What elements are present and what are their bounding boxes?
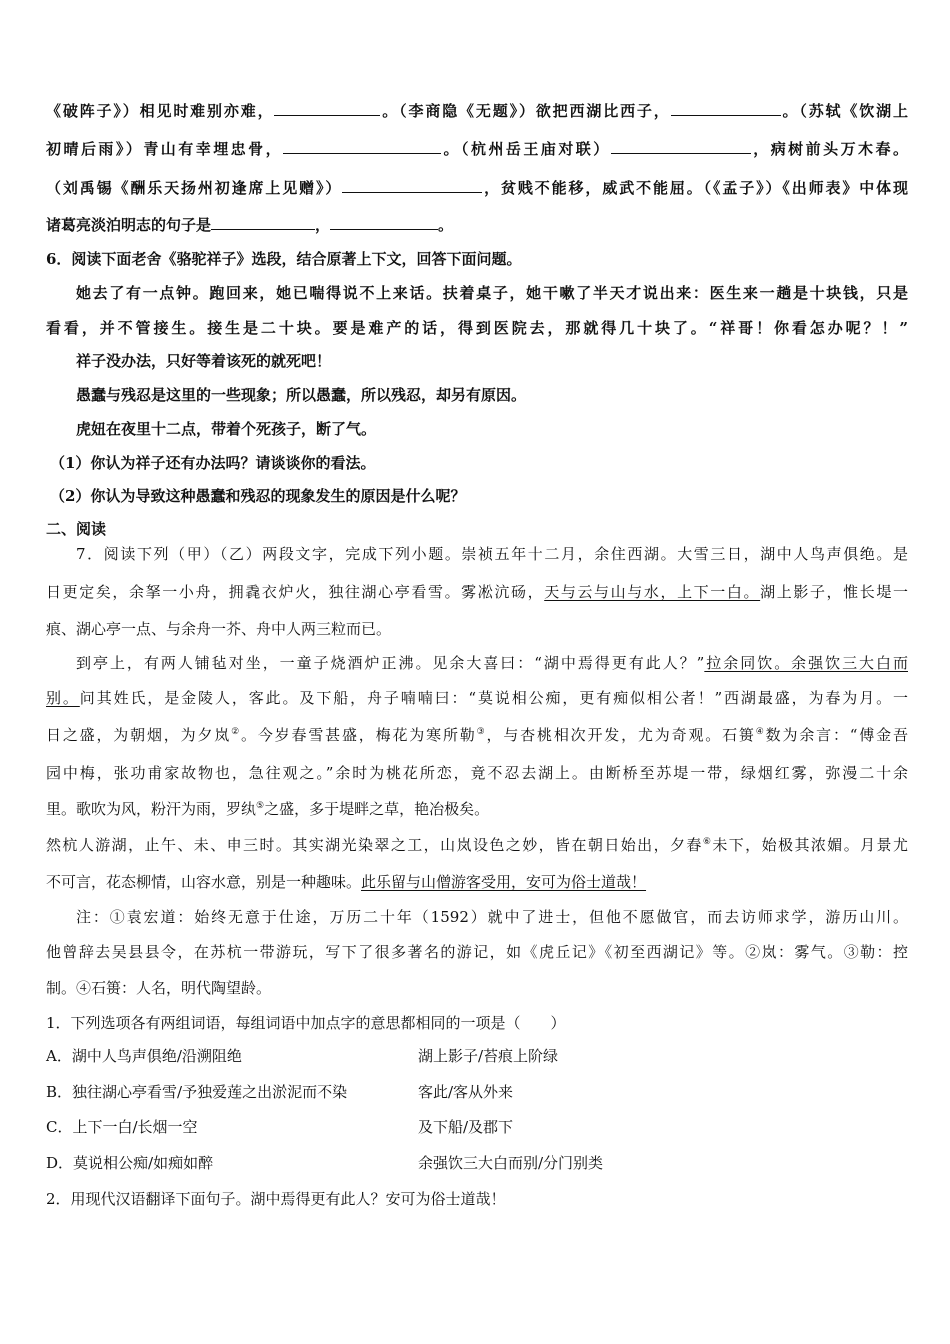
q7-note-line: 他曾辞去吴县县令，在苏杭一带游玩，写下了很多著名的游记，如《虎丘记》《初至西湖记》等。②岚：雾气。③勒：控 xyxy=(46,943,908,961)
q7-passage-line xyxy=(46,872,908,892)
q6-subquestion-2: （2）你认为导致这种愚蠢和残忍的现象发生的原因是什么呢？ xyxy=(50,487,466,505)
q6-passage-line: 看看，并不管接生。接生是二十块。要是难产的话，得到医院去，那就得几十块了。“祥哥！你看怎办呢？！” xyxy=(46,319,908,337)
answer-blank[interactable] xyxy=(211,215,315,230)
q7-passage-line xyxy=(46,799,908,819)
q6-passage-line: 愚蠢与残忍是这里的一些现象；所以愚蠢，所以残忍，却另有原因。 xyxy=(76,386,527,404)
footnote-mark: ⑥ xyxy=(702,837,713,847)
passage-text: 未下，始极其浓媚。月景尤 xyxy=(712,836,908,854)
footnote-mark: ④ xyxy=(755,727,766,737)
poem-line-4 xyxy=(46,215,908,235)
poem-text: 。（李商隐《无题》）欲把西湖比西子， xyxy=(380,102,671,120)
q6-passage-line: 她去了有一点钟。跑回来，她已喘得说不上来话。扶着桌子，她干嗽了半天才说出来：医生来一趟是十块钱，只是 xyxy=(76,284,908,302)
answer-blank[interactable] xyxy=(274,101,380,116)
q7-passage-line: 痕、湖心亭一点、与余舟一芥、舟中人两三粒而已。 xyxy=(46,620,392,638)
q7-subquestion-2: 2．用现代汉语翻译下面句子。湖中焉得更有此人？安可为俗士道哉！ xyxy=(46,1190,506,1208)
passage-text: 不可言，花态柳情，山容水意，别是一种趣味。 xyxy=(46,873,362,891)
q7-note-line: 制。④石篑：人名，明代陶望龄。 xyxy=(46,979,272,997)
passage-text: ，与杏桃相次开发，尤为奇观。石篑 xyxy=(486,726,756,744)
poem-text: ，病树前头万木春。 xyxy=(750,140,908,158)
option-d-left[interactable]: D．莫说相公痴/如痴如醉 xyxy=(46,1154,214,1172)
poem-text: 《破阵子》）相见时难别亦难， xyxy=(46,102,275,120)
underlined-sentence: 天与云与山与水，上下一白。 xyxy=(544,583,761,601)
option-b-right[interactable]: 客此/客从外来 xyxy=(418,1083,514,1101)
option-c-right[interactable]: 及下船/及郡下 xyxy=(418,1118,514,1136)
q6-passage-line: 虎妞在夜里十二点，带着个死孩子，断了气。 xyxy=(76,420,377,438)
poem-line-2 xyxy=(46,139,908,159)
poem-text: 诸葛亮淡泊明志的句子是 xyxy=(46,216,212,234)
q7-passage-line xyxy=(46,688,908,708)
q6-title: 6．阅读下面老舍《骆驼祥子》选段，结合原著上下文，回答下面问题。 xyxy=(46,250,522,268)
option-a-right[interactable]: 湖上影子/苔痕上阶绿 xyxy=(418,1047,559,1065)
poem-line-1 xyxy=(46,101,908,121)
answer-blank[interactable] xyxy=(342,178,482,193)
answer-blank[interactable] xyxy=(283,139,441,154)
footnote-mark: ③ xyxy=(476,727,487,737)
passage-text: 数为余言：“傅金吾 xyxy=(765,726,908,744)
q7-passage-line xyxy=(46,725,908,745)
passage-text: 湖上影子，惟长堤一 xyxy=(760,583,908,601)
poem-text: 。 xyxy=(438,216,454,234)
passage-text: 里。歌吹为风，粉汗为雨，罗纨 xyxy=(46,800,257,818)
answer-blank[interactable] xyxy=(611,139,751,154)
q7-passage-line xyxy=(46,835,908,855)
poem-text: 初晴后雨》）青山有幸埋忠骨， xyxy=(46,140,284,158)
underlined-sentence: 拉余同饮。余强饮三大白而 xyxy=(704,654,908,672)
option-d-right[interactable]: 余强饮三大白而别/分门别类 xyxy=(418,1154,604,1172)
q7-passage-line xyxy=(46,582,908,602)
section-title: 二、阅读 xyxy=(46,520,107,538)
q7-passage-line: 7．阅读下列（甲）（乙）两段文字，完成下列小题。崇祯五年十二月，余住西湖。大雪三日，湖中人鸟声俱绝。是 xyxy=(76,545,908,563)
q7-note-line: 注：①袁宏道：始终无意于仕途，万历二十年（1592）就中了进士，但他不愿做官，而去访师求学，游历山川。 xyxy=(76,908,908,926)
passage-text: 日之盛，为朝烟，为夕岚 xyxy=(46,726,232,744)
footnote-mark: ② xyxy=(231,727,242,737)
passage-text: 之盛，多于堤畔之草，艳冶极矣。 xyxy=(264,800,490,818)
q7-passage-line: 园中梅，张功甫家故物也，急往观之。”余时为桃花所恋，竟不忍去湖上。由断桥至苏堤一带，绿烟红雾，弥漫二十余 xyxy=(46,764,908,782)
footnote-mark: ⑤ xyxy=(256,801,265,811)
q7-subquestion-1: 1．下列选项各有两组词语，每组词语中加点字的意思都相同的一项是（ ） xyxy=(46,1014,566,1032)
poem-text: ，贫贱不能移，威武不能屈。（《孟子》）《出师表》中体现 xyxy=(482,179,908,197)
q7-passage-line xyxy=(76,653,908,673)
q6-passage-line: 祥子没办法，只好等着该死的就死吧！ xyxy=(76,352,332,370)
option-a-left[interactable]: A．湖中人鸟声俱绝/沿溯阻绝 xyxy=(46,1047,242,1065)
poem-text: ， xyxy=(315,216,331,234)
answer-blank[interactable] xyxy=(671,101,781,116)
poem-text: 。（杭州岳王庙对联） xyxy=(441,140,611,158)
q6-subquestion-1: （1）你认为祥子还有办法吗？请谈谈你的看法。 xyxy=(50,454,376,472)
option-c-left[interactable]: C．上下一白/长烟一空 xyxy=(46,1118,198,1136)
passage-text: 日更定矣，余拏一小舟，拥毳衣炉火，独往湖心亭看雪。雾凇沆砀， xyxy=(46,583,545,601)
underlined-sentence: 此乐留与山僧游客受用，安可为俗士道哉！ xyxy=(361,873,647,891)
underlined-sentence: 别。 xyxy=(46,689,80,707)
passage-text: 。今岁春雪甚盛，梅花为寒所勒 xyxy=(241,726,477,744)
passage-text: 到亭上，有两人铺毡对坐，一童子烧酒炉正沸。见余大喜曰：“湖中焉得更有此人？” xyxy=(76,654,705,672)
answer-blank[interactable] xyxy=(330,215,438,230)
poem-line-3 xyxy=(46,178,908,198)
poem-text: （刘禹锡《酬乐天扬州初逢席上见赠》） xyxy=(46,179,343,197)
passage-text: 然杭人游湖，止午、未、申三时。其实湖光染翠之工，山岚设色之妙，皆在朝日始出，夕舂 xyxy=(46,836,703,854)
poem-text: 。（苏轼《饮湖上 xyxy=(780,102,908,120)
option-b-left[interactable]: B．独往湖心亭看雪/予独爱莲之出淤泥而不染 xyxy=(46,1083,348,1101)
passage-text: 问其姓氏，是金陵人，客此。及下船，舟子喃喃曰：“莫说相公痴，更有痴似相公者！”西湖最盛，为春为月。一 xyxy=(79,689,908,707)
